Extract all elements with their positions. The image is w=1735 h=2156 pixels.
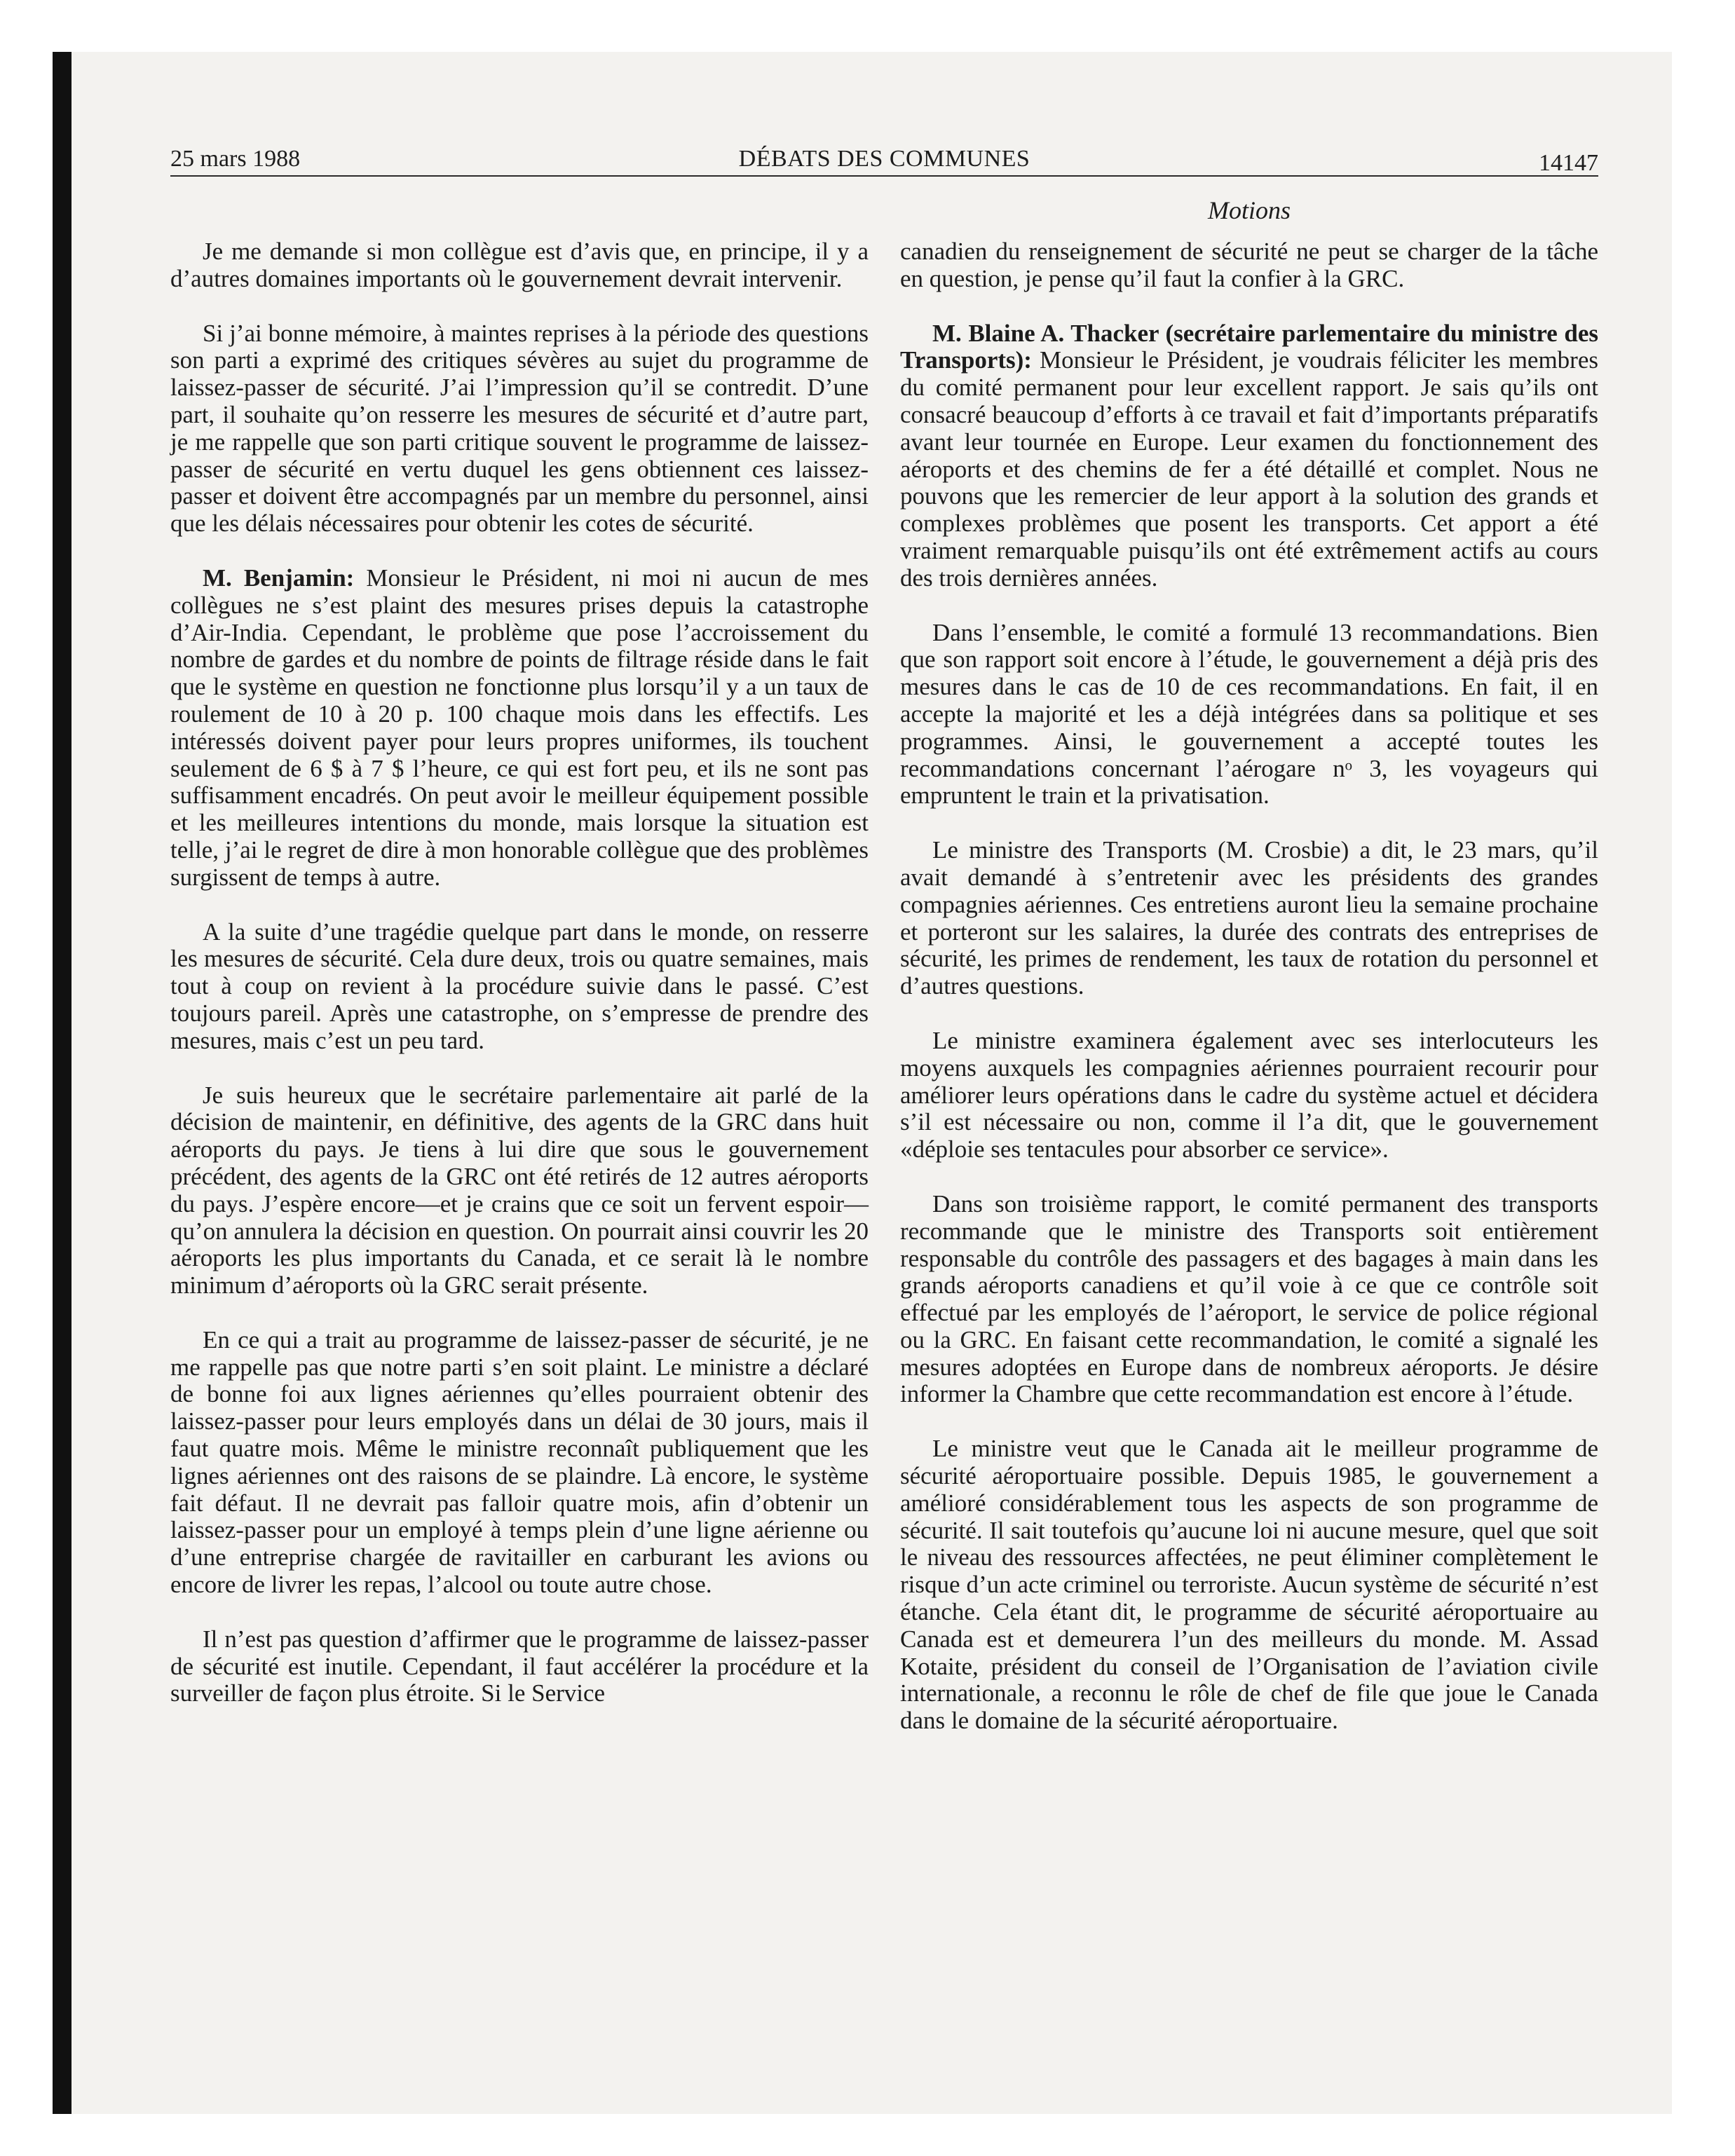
paragraph: Le ministre des Transports (M. Crosbie) a dit, le 23 mars, qu’il avait demandé à s’entretenir avec les présidents des grandes compagnies aériennes. Ces entretiens auront lieu la semaine prochaine et porteront sur les salaires, la durée des contrats des entreprises de sécurité, les primes de rendement, les taux de rotation du personnel et d’autres questions. [900, 836, 1598, 1000]
paragraph: Si j’ai bonne mémoire, à maintes reprises à la période des questions son parti a exprimé des critiques sévères au sujet du programme de laissez-passer de sécurité. J’ai l’impression qu’il se contredit. D’une part, il souhaite qu’on resserre les mesures de sécurité et d’autre part, je me rappelle que son parti critique souvent le programme de laissez-passer de sécurité en vertu duquel les gens obtiennent ces laissez-passer et doivent être accompagnés par un membre du personnel, ainsi que les délais nécessaires pour obtenir les cotes de sécurité. [170, 319, 869, 538]
paragraph [170, 565, 869, 892]
section-label: Motions [1207, 196, 1291, 224]
paragraph: En ce qui a trait au programme de laissez-passer de sécurité, je ne me rappelle pas que notre parti s’en soit plaint. Le ministre a déclaré de bonne foi aux lignes aériennes qu’elles pourraient obtenir des laissez-passer pour leurs employés dans un délai de 30 jours, mais il faut quatre mois. Même le ministre reconnaît publiquement que les lignes aériennes ont des raisons de se plaindre. Là encore, le système fait défaut. Il ne devrait pas falloir quatre mois, afin d’obtenir un laissez-passer pour un employé à temps plein d’une ligne aérienne ou d’une entreprise chargée de ravitailler en carburant les avions ou encore de livrer les repas, l’alcool ou toute autre chose. [170, 1325, 869, 1599]
paragraph-continued: canadien du renseignement de sécurité ne peut se charger de la tâche en question, je pense qu’il faut la confier à la GRC. [900, 238, 1598, 292]
header-page-number: 14147 [1539, 150, 1598, 176]
paragraph: Dans l’ensemble, le comité a formulé 13 recommandations. Bien que son rapport soit encore à l’étude, le gouvernement a déjà pris des mesures dans le cas de 10 de ces recommandations. En fait, il en accepte la majorité et les a déjà intégrées dans sa politique et ses programmes. Ainsi, le gouvernement a accepté toutes les recommandations concernant l’aérogare nᵒ 3, les voyageurs qui empruntent le train et la privatisation. [900, 618, 1598, 810]
header-journal-title: DÉBATS DES COMMUNES [738, 146, 1030, 172]
paragraph: Il n’est pas question d’affirmer que le programme de laissez-passer de sécurité est inutile. Cependant, il faut accélérer la procédure et la surveiller de façon plus étroite. Si le Service [170, 1625, 869, 1707]
speech-text: Monsieur le Président, je voudrais féliciter les membres du comité permanent pour leur excellent rapport. Je sais qu’ils ont consacré beaucoup d’efforts à ce travail et fait d’importants préparatifs avant leur tournée en Europe. Leur examen du fonctionnement des aéroports et des chemins de fer a été détaillé et complet. Nous ne pouvons que les remercier de leur apport à la solution des grands et complexes problèmes que posent les transports. Cet apport a été vraiment remarquable puisqu’ils ont été extrêmement actifs au cours des trois dernières années. [900, 346, 1598, 592]
paragraph: Je suis heureux que le secrétaire parlementaire ait parlé de la décision de maintenir, en définitive, des agents de la GRC dans huit aéroports du pays. Je tiens à lui dire que sous le gouvernement précédent, des agents de la GRC ont été retirés de 12 autres aéroports du pays. J’espère encore—et je crains que ce soit un fervent espoir—qu’on annulera la décision en question. On pourrait ainsi couvrir les 20 aéroports les plus importants du Canada, et ce serait là le nombre minimum d’aéroports où la GRC serait présente. [170, 1081, 869, 1299]
left-column [170, 238, 869, 1735]
paragraph: Le ministre examinera également avec ses interlocuteurs les moyens auxquels les compagnies aériennes pourraient recourir pour améliorer leurs opérations dans le cadre du système actuel et décidera s’il est nécessaire ou non, comme il l’a dit, que le gouvernement «déploie ses tentacules pour absorber ce service». [900, 1026, 1598, 1164]
paragraph: Le ministre veut que le Canada ait le meilleur programme de sécurité aéroportuaire possible. Depuis 1985, le gouvernement a amélioré considérablement tous les aspects de son programme de sécurité. Il sait toutefois qu’aucune loi ni aucune mesure, quel que soit le niveau des ressources affectées, ne peut éliminer complètement le risque d’un acte criminel ou terroriste. Aucun système de sécurité n’est étanche. Cela étant dit, le programme de sécurité aéroportuaire au Canada est et demeurera l’un des meilleurs du monde. M. Assad Kotaite, président du conseil de l’Organisation de l’aviation civile internationale, a reconnu le rôle de chef de file que joue le Canada dans le domaine de la sécurité aéroportuaire. [900, 1435, 1598, 1735]
paragraph: Dans son troisième rapport, le comité permanent des transports recommande que le ministre des Transports soit entièrement responsable du contrôle des passagers et des bagages à main dans les grands aéroports canadiens et qu’il voie à ce que ce contrôle soit effectué par les employés de l’aéroport, le service de police régional ou la GRC. En faisant cette recommandation, le comité a signalé les mesures adoptées en Europe dans de nombreux aéroports. Je désire informer la Chambre que cette recommandation est encore à l’étude. [900, 1189, 1598, 1408]
speaker-name: M. Benjamin: [203, 564, 355, 592]
paragraph: Je me demande si mon collègue est d’avis que, en principe, il y a d’autres domaines importants où le gouvernement devrait intervenir. [170, 238, 869, 292]
running-header [170, 143, 1598, 177]
speaker-name: M. Blaine A. Thacker (secrétaire parlementaire du ministre des Transports): [900, 319, 1598, 374]
header-date: 25 mars 1988 [170, 146, 301, 172]
right-column [900, 238, 1598, 1762]
binding-edge [53, 52, 72, 2114]
speech-text: Monsieur le Président, ni moi ni aucun de mes collègues ne s’est plaint des mesures prises depuis la catastrophe d’Air-India. Cependant, le problème que pose l’accroissement du nombre de gardes et du nombre de points de filtrage réside dans le fait que le système en question ne fonctionne plus lorsqu’il y a un taux de roulement de 10 à 20 p. 100 chaque mois dans les effectifs. Les intéressés doivent payer pour leurs propres uniformes, ils touchent seulement de 6 $ à 7 $ l’heure, ce qui est fort peu, et ils ne sont pas suffisamment encadrés. On peut avoir le meilleur équipement possible et les meilleures intentions du monde, mais lorsque la situation est telle, j’ai le regret de dire à mon honorable collègue que des problèmes surgissent de temps à autre. [170, 564, 869, 891]
paragraph: A la suite d’une tragédie quelque part dans le monde, on resserre les mesures de sécurité. Cela dure deux, trois ou quatre semaines, mais tout à coup on revient à la procédure suivie dans le passé. C’est toujours pareil. Après une catastrophe, on s’empresse de prendre des mesures, mais c’est un peu tard. [170, 917, 869, 1054]
paragraph [900, 320, 1598, 592]
